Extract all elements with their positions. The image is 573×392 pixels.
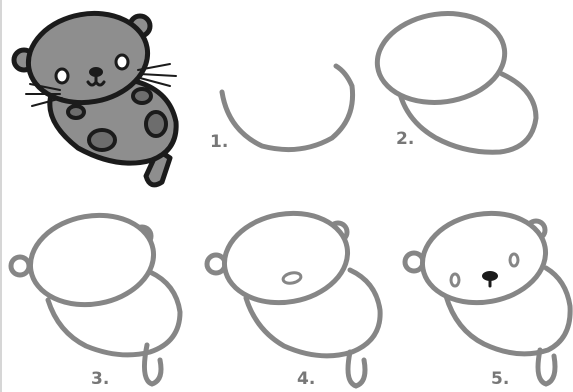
step-5-label: 5. [491, 369, 510, 389]
step-1-label: 1. [210, 132, 229, 152]
step-5-drawing [405, 204, 570, 384]
step-1-drawing [222, 66, 353, 150]
step-3-label: 3. [91, 369, 110, 389]
finished-otter [14, 4, 176, 185]
step-2-label: 2. [396, 129, 415, 149]
step-3-drawing [11, 206, 180, 384]
step-4-drawing [207, 204, 380, 389]
step-4-label: 4. [297, 369, 316, 389]
